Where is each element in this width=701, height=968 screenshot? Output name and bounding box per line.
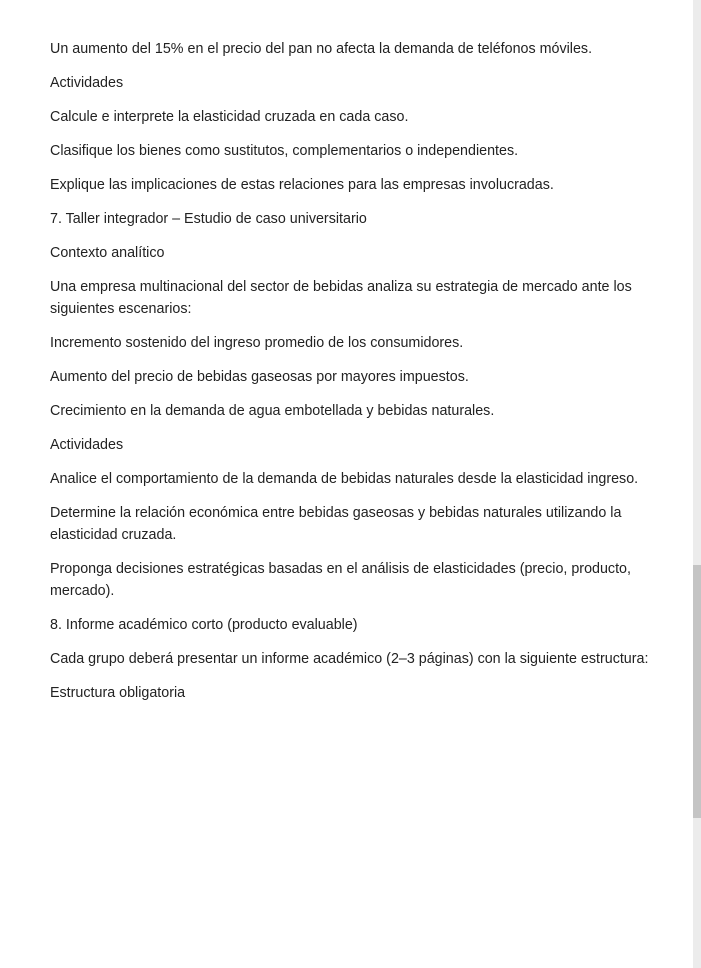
vertical-scrollbar-track[interactable] <box>693 0 701 968</box>
activity-item-4: Analice el comportamiento de la demanda de bebidas naturales desde la elasticidad ingreso. <box>50 471 639 487</box>
paragraph-pan-telefonos: Un aumento del 15% en el precio del pan no afecta la demanda de teléfonos móviles. <box>50 41 593 57</box>
heading-actividades-1: Actividades <box>50 75 124 91</box>
subheading-contexto: Contexto analítico <box>50 245 165 261</box>
vertical-scrollbar-thumb[interactable] <box>693 565 701 818</box>
activity-item-3: Explique las implicaciones de estas relaciones para las empresas involucradas. <box>50 177 554 193</box>
activity-item-6: Proponga decisiones estratégicas basadas en el análisis de elasticidades (precio, producto, mercado). <box>50 561 631 599</box>
activity-item-5: Determine la relación económica entre bebidas gaseosas y bebidas naturales utilizando la elasticidad cruzada. <box>50 505 622 543</box>
heading-actividades-2: Actividades <box>50 437 124 453</box>
paragraph-context: Una empresa multinacional del sector de bebidas analiza su estrategia de mercado ante los siguientes escenarios: <box>50 279 632 317</box>
activity-item-1: Calcule e interprete la elasticidad cruzada en cada caso. <box>50 109 409 125</box>
subheading-estructura: Estructura obligatoria <box>50 685 186 701</box>
scenario-item-1: Incremento sostenido del ingreso promedio de los consumidores. <box>50 335 464 351</box>
section-heading-7: 7. Taller integrador – Estudio de caso universitario <box>50 211 367 227</box>
scenario-item-2: Aumento del precio de bebidas gaseosas por mayores impuestos. <box>50 369 469 385</box>
activity-item-2: Clasifique los bienes como sustitutos, complementarios o independientes. <box>50 143 519 159</box>
paragraph-informe: Cada grupo deberá presentar un informe académico (2–3 páginas) con la siguiente estructura: <box>50 651 649 667</box>
scenario-item-3: Crecimiento en la demanda de agua embotellada y bebidas naturales. <box>50 403 495 419</box>
section-heading-8: 8. Informe académico corto (producto evaluable) <box>50 617 358 633</box>
document-body <box>50 38 690 716</box>
